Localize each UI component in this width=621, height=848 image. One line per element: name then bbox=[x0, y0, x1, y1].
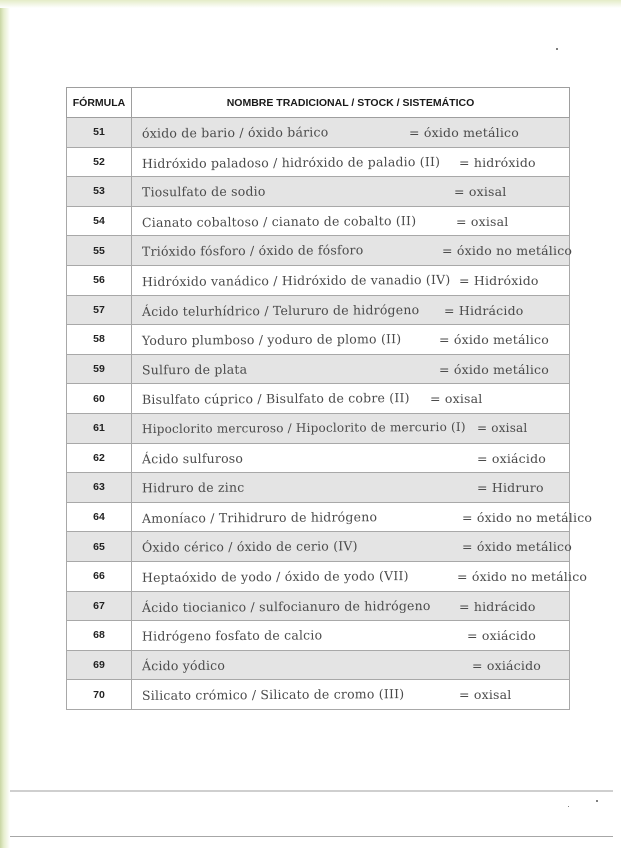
handwritten-answer-cell bbox=[132, 473, 570, 503]
table-row bbox=[67, 147, 570, 177]
table-header-row bbox=[67, 88, 570, 118]
handwritten-answer-cell bbox=[132, 354, 570, 384]
compound-name: Tiosulfato de sodio bbox=[141, 183, 266, 200]
compound-type: = óxido no metálico bbox=[457, 568, 588, 584]
scan-fold-line bbox=[10, 790, 613, 792]
scan-edge-left bbox=[0, 0, 10, 848]
compound-type: = oxisal bbox=[430, 391, 483, 407]
formula-number: 54 bbox=[67, 206, 132, 236]
compound-type: = Hidruro bbox=[477, 480, 544, 496]
compound-name: Bisulfato cúprico / Bisulfato de cobre (II) bbox=[141, 390, 410, 408]
handwritten-answer-cell bbox=[132, 147, 570, 177]
header-name: NOMBRE TRADICIONAL / STOCK / SISTEMÁTICO bbox=[132, 88, 570, 118]
compound-type: = oxisal bbox=[459, 687, 512, 703]
compound-type: = oxiácido bbox=[477, 450, 546, 466]
compound-type: = óxido no metálico bbox=[442, 243, 573, 259]
handwritten-answer-cell bbox=[132, 650, 570, 680]
scan-edge-top bbox=[0, 0, 621, 8]
compound-name: Hipoclorito mercuroso / Hipoclorito de mercurio (I) bbox=[141, 419, 466, 437]
compound-name: Yoduro plumboso / yoduro de plomo (II) bbox=[141, 331, 402, 349]
formula-number: 62 bbox=[67, 443, 132, 473]
handwritten-answer-cell bbox=[132, 325, 570, 355]
scan-speck bbox=[568, 806, 569, 807]
formula-number: 56 bbox=[67, 265, 132, 295]
formula-number: 52 bbox=[67, 147, 132, 177]
compound-type: = oxiácido bbox=[472, 657, 541, 673]
compound-type: = oxisal bbox=[456, 213, 509, 229]
handwritten-answer-cell bbox=[132, 443, 570, 473]
formula-number: 65 bbox=[67, 532, 132, 562]
compound-type: = oxisal bbox=[454, 184, 507, 200]
table-row bbox=[67, 265, 570, 295]
handwritten-answer-cell bbox=[132, 591, 570, 621]
table-row bbox=[67, 532, 570, 562]
table-row bbox=[67, 177, 570, 207]
formula-number: 67 bbox=[67, 591, 132, 621]
table-row bbox=[67, 680, 570, 710]
table-row bbox=[67, 236, 570, 266]
compound-name: Trióxido fósforo / óxido de fósforo bbox=[141, 242, 364, 260]
table-row bbox=[67, 443, 570, 473]
scan-speck bbox=[596, 800, 598, 802]
compound-type: = oxiácido bbox=[467, 628, 536, 644]
compound-name: Amoníaco / Trihidruro de hidrógeno bbox=[141, 508, 378, 526]
compound-type: = Hidrácido bbox=[444, 302, 524, 318]
scan-bottom-edge bbox=[10, 836, 613, 837]
compound-name: Hidróxido paladoso / hidróxido de paladio (II) bbox=[141, 153, 441, 171]
compound-name: Óxido cérico / óxido de cerio (IV) bbox=[141, 538, 358, 556]
compound-name: óxido de bario / óxido bárico bbox=[141, 124, 329, 141]
table-row bbox=[67, 591, 570, 621]
handwritten-answer-cell bbox=[132, 206, 570, 236]
formula-number: 63 bbox=[67, 473, 132, 503]
header-formula: FÓRMULA bbox=[67, 88, 132, 118]
compound-type: = óxido metálico bbox=[439, 361, 549, 377]
formula-number: 64 bbox=[67, 502, 132, 532]
table-row bbox=[67, 561, 570, 591]
handwritten-answer-cell bbox=[132, 295, 570, 325]
compound-type: = óxido metálico bbox=[409, 125, 519, 140]
handwritten-answer-cell bbox=[132, 502, 593, 532]
formula-number: 55 bbox=[67, 236, 132, 266]
handwritten-answer-cell bbox=[132, 532, 570, 562]
compound-name: Ácido yódico bbox=[141, 657, 226, 673]
handwritten-answer-cell bbox=[132, 680, 570, 710]
table-row bbox=[67, 325, 570, 355]
handwritten-answer-cell bbox=[132, 621, 570, 651]
compound-name: Ácido tiocianico / sulfocianuro de hidrógeno bbox=[141, 597, 431, 615]
table-row bbox=[67, 650, 570, 680]
table-row bbox=[67, 118, 570, 148]
formula-number: 66 bbox=[67, 561, 132, 591]
formula-number: 68 bbox=[67, 621, 132, 651]
formula-number: 70 bbox=[67, 680, 132, 710]
compound-type: = hidróxido bbox=[459, 154, 536, 170]
compound-name: Silicato crómico / Silicato de cromo (III) bbox=[141, 686, 405, 704]
compound-type: = óxido no metálico bbox=[462, 509, 593, 525]
compound-name: Cianato cobaltoso / cianato de cobalto (II) bbox=[141, 212, 417, 230]
formula-number: 58 bbox=[67, 325, 132, 355]
compound-name: Hidróxido vanádico / Hidróxido de vanadio (IV) bbox=[141, 271, 451, 290]
handwritten-answer-cell bbox=[132, 561, 588, 591]
formula-number: 59 bbox=[67, 354, 132, 384]
table-row bbox=[67, 413, 570, 443]
formula-table bbox=[66, 87, 593, 710]
compound-type: = oxisal bbox=[477, 420, 528, 435]
table-row bbox=[67, 206, 570, 236]
compound-name: Hidruro de zinc bbox=[141, 479, 245, 496]
formula-number: 51 bbox=[67, 118, 132, 148]
handwritten-answer-cell bbox=[132, 177, 570, 207]
scan-speck bbox=[556, 48, 558, 50]
compound-type: = hidrácido bbox=[459, 598, 536, 614]
table-row bbox=[67, 473, 570, 503]
table-row bbox=[67, 384, 570, 414]
compound-name: Ácido telurhídrico / Telururo de hidrógeno bbox=[141, 301, 420, 319]
formula-number: 61 bbox=[67, 413, 132, 443]
handwritten-answer-cell bbox=[132, 265, 570, 295]
formula-number: 53 bbox=[67, 177, 132, 207]
handwritten-answer-cell bbox=[132, 118, 570, 148]
compound-type: = Hidróxido bbox=[459, 272, 539, 288]
handwritten-answer-cell bbox=[132, 413, 570, 443]
table-row bbox=[67, 621, 570, 651]
compound-name: Ácido sulfuroso bbox=[141, 450, 244, 466]
compound-type: = óxido metálico bbox=[462, 539, 572, 555]
handwritten-answer-cell bbox=[132, 236, 573, 266]
formula-number: 57 bbox=[67, 295, 132, 325]
table-row bbox=[67, 502, 570, 532]
compound-type: = óxido metálico bbox=[439, 332, 549, 348]
compound-name: Heptaóxido de yodo / óxido de yodo (VII) bbox=[141, 567, 409, 585]
formula-number: 60 bbox=[67, 384, 132, 414]
table-row bbox=[67, 295, 570, 325]
formula-number: 69 bbox=[67, 650, 132, 680]
table-row bbox=[67, 354, 570, 384]
handwritten-answer-cell bbox=[132, 384, 570, 414]
compound-name: Sulfuro de plata bbox=[141, 361, 248, 378]
compound-name: Hidrógeno fosfato de calcio bbox=[141, 627, 323, 644]
